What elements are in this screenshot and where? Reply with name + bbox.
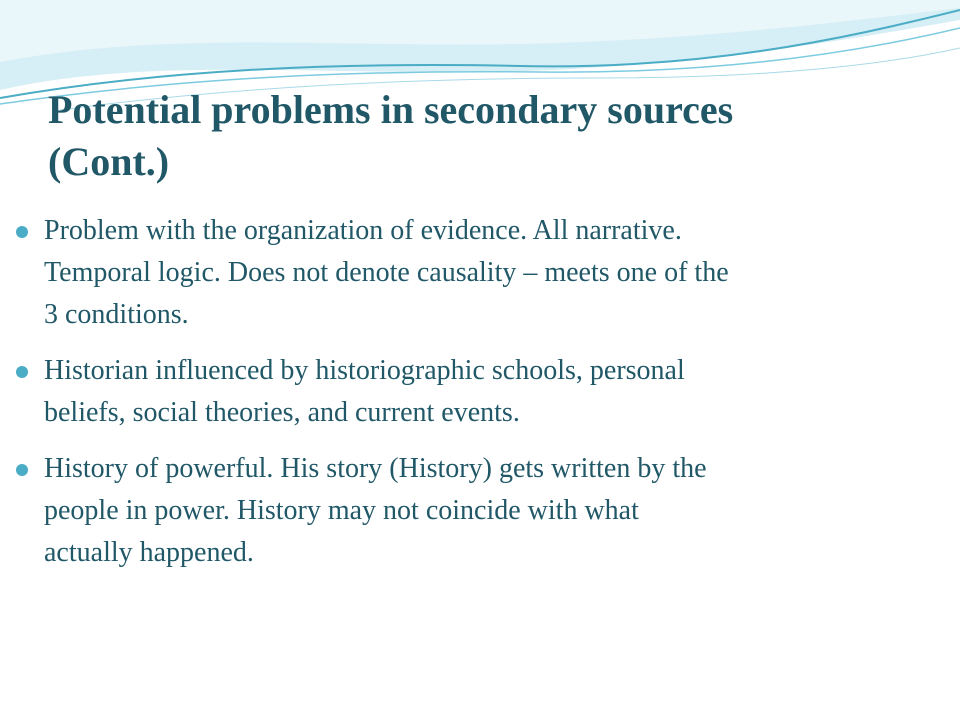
bullet-line: Historian influenced by historiographic schools, personal bbox=[44, 355, 685, 386]
bullet-line: beliefs, social theories, and current events. bbox=[44, 397, 520, 428]
slide-title bbox=[48, 84, 928, 188]
slide-title-line: Potential problems in secondary sources bbox=[48, 87, 734, 132]
bullet-item bbox=[16, 448, 956, 574]
bullet-line: 3 conditions. bbox=[44, 299, 189, 330]
bullet-dot-icon bbox=[16, 226, 28, 238]
bullet-line: people in power. History may not coincide with what bbox=[44, 495, 639, 526]
bullet-line: Problem with the organization of evidence. All narrative. bbox=[44, 215, 682, 246]
bullet-item bbox=[16, 350, 956, 434]
slide-title-line: (Cont.) bbox=[48, 139, 170, 184]
bullet-text bbox=[44, 448, 956, 574]
bullet-list bbox=[16, 210, 956, 588]
bullet-line: actually happened. bbox=[44, 537, 254, 568]
bullet-text bbox=[44, 210, 956, 336]
bullet-line: Temporal logic. Does not denote causality – meets one of the bbox=[44, 257, 729, 288]
bullet-dot-icon bbox=[16, 464, 28, 476]
bullet-dot-icon bbox=[16, 366, 28, 378]
bullet-line: History of powerful. His story (History) gets written by the bbox=[44, 453, 707, 484]
bullet-text bbox=[44, 350, 956, 434]
bullet-item bbox=[16, 210, 956, 336]
